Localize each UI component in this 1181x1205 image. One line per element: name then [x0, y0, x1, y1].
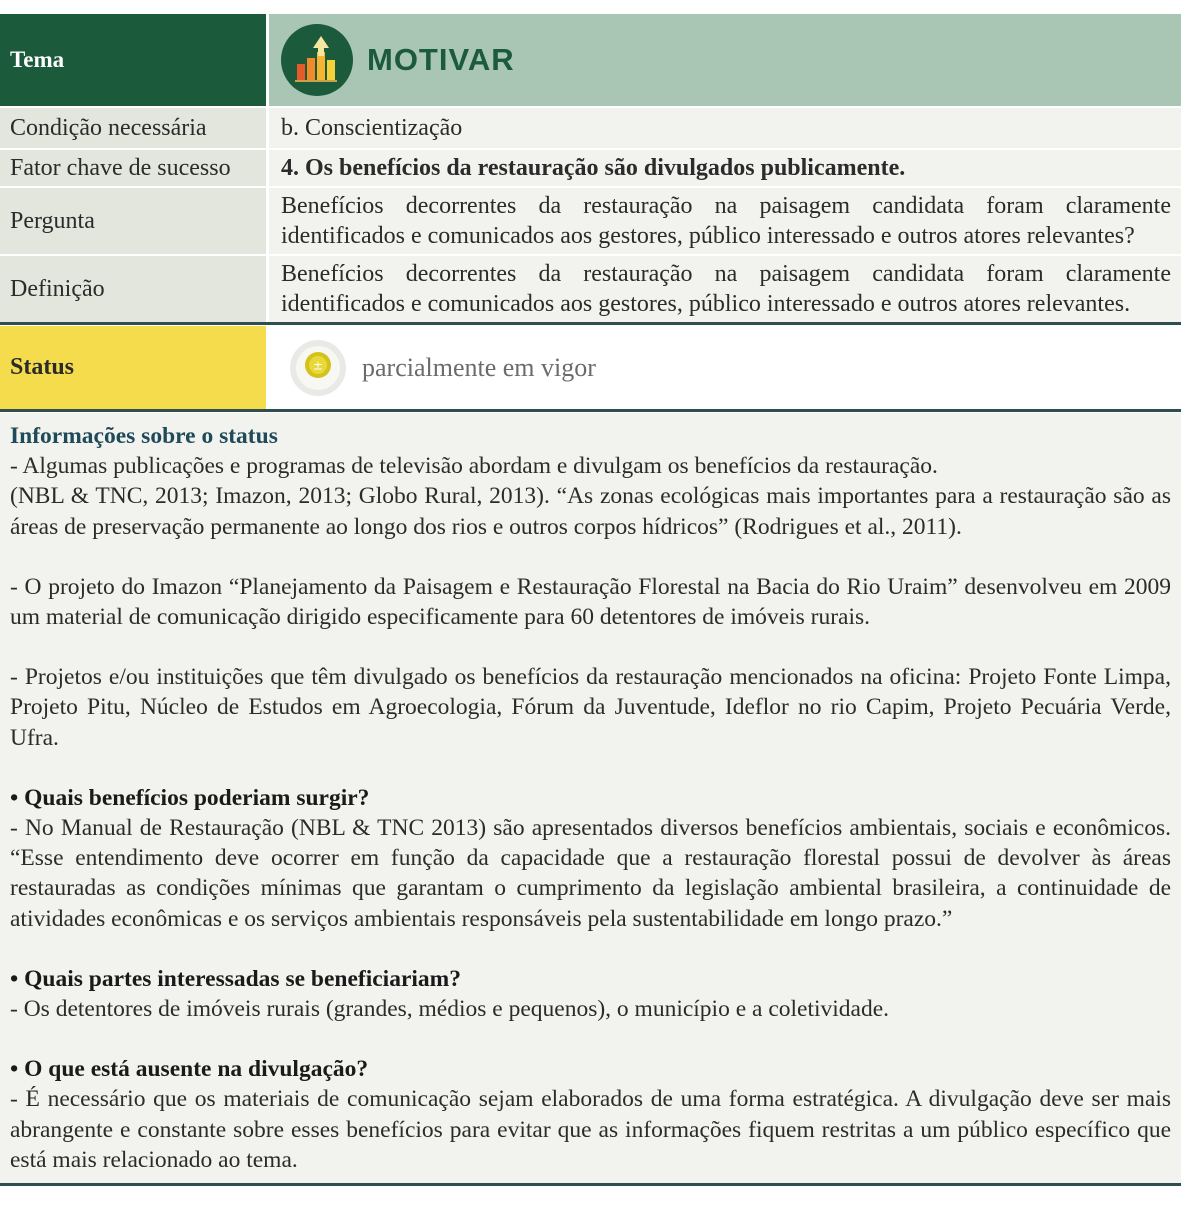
pergunta-value — [266, 188, 1181, 254]
condicao-label: Condição necessária — [0, 108, 266, 148]
definicao-value — [266, 256, 1181, 322]
info-paragraph: (NBL & TNC, 2013; Imazon, 2013; Globo Rural, 2013). “As zonas ecológicas mais importantes para a restauração são as áreas de preservação permanente ao longo dos rios e outros corpos hídricos” (Rodrigues et al., 2011). — [10, 483, 1171, 540]
tema-value — [266, 14, 1181, 106]
status-info-section — [0, 413, 1181, 1183]
question-heading: • O que está ausente na divulgação? — [10, 1056, 369, 1083]
answer-paragraph: - É necessário que os materiais de comunicação sejam elaborados de uma forma estratégica. A divulgação deve ser mais abrangente e constante sobre esses benefícios para evitar que as informações fiquem restritas a um público específico que está mais relacionado ao tema. — [10, 1086, 1171, 1173]
status-value — [266, 326, 1181, 409]
status-label: Status — [0, 326, 266, 409]
definicao-text: Benefícios decorrentes da restauração na paisagem candidata foram claramente identificados e comunicados aos gestores, público interessado e outros atores relevantes. — [281, 261, 1171, 317]
pergunta-text: Benefícios decorrentes da restauração na paisagem candidata foram claramente identificados e comunicados aos gestores, público interessado e outros atores relevantes? — [281, 193, 1171, 249]
fator-value: 4. Os benefícios da restauração são divulgados publicamente. — [266, 150, 1181, 186]
fator-row — [0, 150, 1181, 186]
info-paragraph: - O projeto do Imazon “Planejamento da Paisagem e Restauração Florestal na Bacia do Rio Uraim” desenvolveu em 2009 um material de comunicação dirigido especificamente para 60 detentores de imóveis rurais. — [10, 573, 1171, 631]
divider — [0, 409, 1181, 412]
answer-paragraph: - No Manual de Restauração (NBL & TNC 2013) são apresentados diversos benefícios ambientais, sociais e econômicos. “Esse entendimento deve ocorrer em função da capacidade que a restauração florestal possui de devolver às áreas restauradas as condições mínimas que garantam o cumprimento da legislação ambiental brasileira, a continuidade de atividades econômicas e os serviços ambientais responsáveis pela sustentabilidade em longo prazo.” — [10, 815, 1171, 932]
fator-label: Fator chave de sucesso — [0, 150, 266, 186]
condicao-row — [0, 108, 1181, 148]
info-paragraph: - Algumas publicações e programas de televisão abordam e divulgam os benefícios da restauração. — [10, 453, 938, 480]
question-heading: • Quais partes interessadas se beneficiariam? — [10, 965, 461, 992]
bar-chart-arrow-icon — [281, 24, 353, 96]
question-heading: • Quais benefícios poderiam surgir? — [10, 784, 370, 811]
pergunta-row — [0, 188, 1181, 254]
theme-title: MOTIVAR — [367, 42, 515, 77]
info-paragraph: - Projetos e/ou instituições que têm divulgado os benefícios da restauração mencionados na oficina: Projeto Fonte Limpa, Projeto Pitu, Núcleo de Estudos em Agroecologia, Fórum da Juventude, Ideflor no rio Capim, Projeto Pecuária Verde, Ufra. — [10, 664, 1171, 751]
info-heading: Informações sobre o status — [10, 423, 278, 449]
tema-label: Tema — [0, 14, 266, 106]
pergunta-label: Pergunta — [0, 188, 266, 254]
divider — [0, 1183, 1181, 1186]
answer-paragraph: - Os detentores de imóveis rurais (grandes, médios e pequenos), o município e a coletividade. — [10, 996, 890, 1023]
tema-row — [0, 14, 1181, 106]
definicao-label: Definição — [0, 256, 266, 322]
status-icon-glyph: ± — [312, 358, 324, 372]
definicao-row — [0, 256, 1181, 322]
plus-minus-yellow-icon — [288, 338, 348, 398]
status-row — [0, 326, 1181, 409]
divider — [0, 322, 1181, 325]
status-text: parcialmente em vigor — [362, 352, 596, 382]
condicao-value: b. Conscientização — [266, 108, 1181, 148]
